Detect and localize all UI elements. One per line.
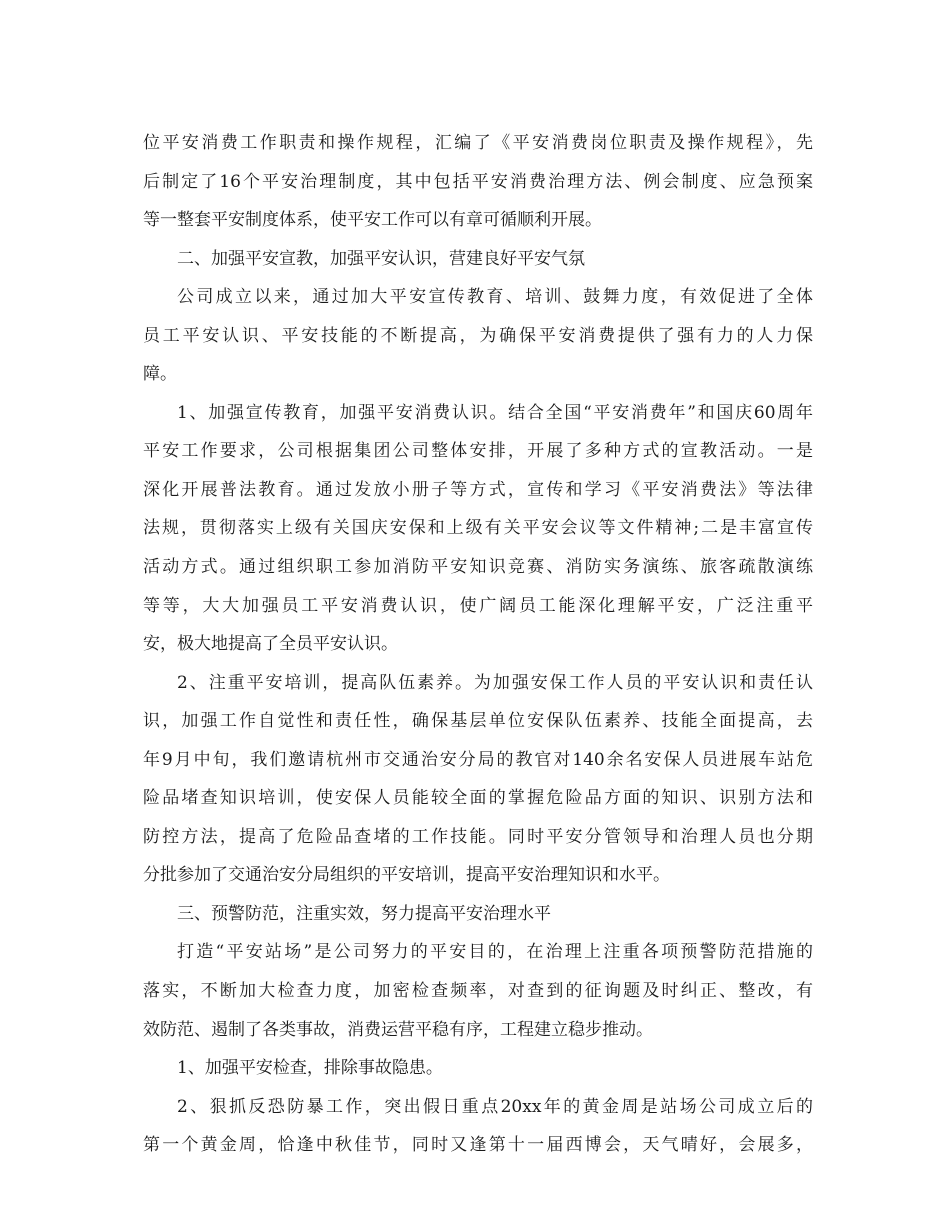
document-body (143, 124, 813, 1165)
text-line: 活动方式。通过组织职工参加消防平安知识竞赛、消防实务演练、旅客疏散演练 (143, 557, 813, 578)
text-line: 位平安消费工作职责和操作规程，汇编了《平安消费岗位职责及操作规程》，先 (143, 133, 813, 153)
text-line: 平安工作要求，公司根据集团公司整体安排，开展了多种方式的宣教活动。一是 (143, 441, 813, 462)
text-line: 2、狠抓反恐防暴工作，突出假日重点20xx年的黄金周是站场公司成立后的 (177, 1096, 813, 1117)
text-line: 年9月中旬，我们邀请杭州市交通治安分局的教官对140余名安保人员进展车站危 (143, 749, 813, 770)
text-line: 等一整套平安制度体系，使平安工作可以有章可循顺利开展。 (143, 210, 602, 231)
text-line: 1、加强宣传教育，加强平安消费认识。结合全国“平安消费年”和国庆60周年 (177, 402, 814, 423)
text-line: 2、注重平安培训，提高队伍素养。为加强安保工作人员的平安认识和责任认 (177, 672, 813, 693)
text-line: 法规，贯彻落实上级有关国庆安保和上级有关平安会议等文件精神;二是丰富宣传 (143, 518, 813, 539)
text-line: 等等，大大加强员工平安消费认识，使广阔员工能深化理解平安，广泛注重平 (143, 595, 813, 616)
text-line: 第一个黄金周，恰逢中秋佳节，同时又逢第十一届西博会，天气晴好，会展多， (143, 1135, 813, 1156)
section-heading: 二、加强平安宣教，加强平安认识，营建良好平安气氛 (177, 248, 585, 269)
text-line: 分批参加了交通治安分局组织的平安培训，提高平安治理知识和水平。 (143, 865, 670, 886)
text-line: 效防范、遏制了各类事故，消费运营平稳有序，工程建立稳步推动。 (143, 1019, 653, 1040)
text-line: 防控方法，提高了危险品查堵的工作技能。同时平安分管领导和治理人员也分期 (143, 826, 813, 847)
text-line: 公司成立以来，通过加大平安宣传教育、培训、鼓舞力度，有效促进了全体 (177, 287, 813, 308)
section-heading: 三、预警防范，注重实效，努力提高平安治理水平 (177, 903, 551, 924)
text-line: 险品堵查知识培训，使安保人员能较全面的掌握危险品方面的知识、识别方法和 (143, 788, 813, 809)
text-line: 障。 (143, 364, 177, 385)
text-line: 落实，不断加大检查力度，加密检查频率，对查到的征询题及时纠正、整改，有 (143, 981, 813, 1002)
text-line: 员工平安认识、平安技能的不断提高，为确保平安消费提供了强有力的人力保 (143, 325, 813, 346)
text-line: 识，加强工作自觉性和责任性，确保基层单位安保队伍素养、技能全面提高，去 (143, 711, 813, 732)
text-line: 后制定了16个平安治理制度，其中包括平安消费治理方法、例会制度、应急预案 (143, 171, 813, 192)
text-line: 安，极大地提高了全员平安认识。 (143, 634, 398, 655)
text-line: 深化开展普法教育。通过发放小册子等方式，宣传和学习《平安消费法》等法律 (143, 479, 813, 500)
text-line: 1、加强平安检查，排除事故隐患。 (177, 1058, 443, 1079)
text-line: 打造“平安站场”是公司努力的平安目的，在治理上注重各项预警防范措施的 (177, 942, 813, 963)
